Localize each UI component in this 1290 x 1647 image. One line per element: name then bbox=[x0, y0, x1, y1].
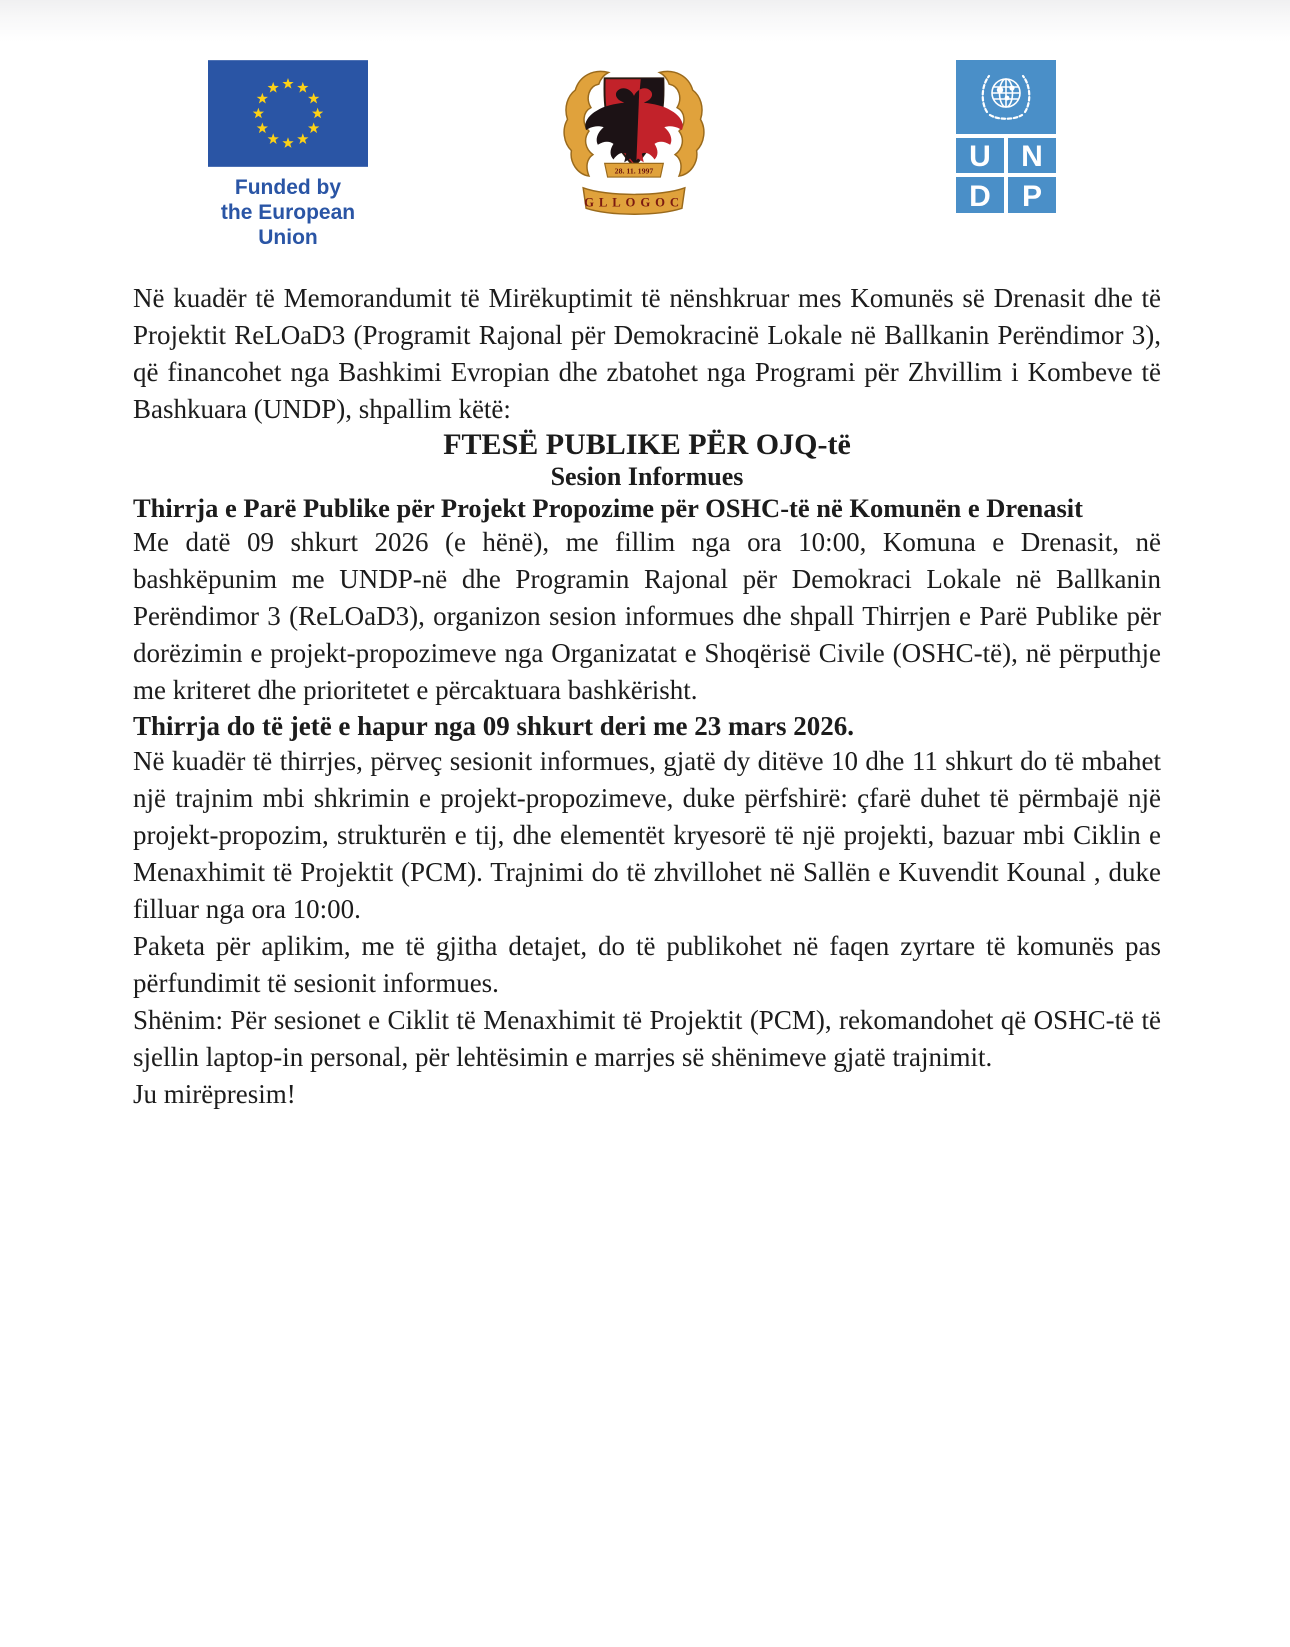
note-paragraph: Shënim: Për sesionet e Ciklit të Menaxhimit të Projektit (PCM), rekomandohet që OSHC-të të sjellin laptop-in personal, për lehtësimin e marrjes së shënimeve gjatë trajnimit. bbox=[133, 1005, 1161, 1072]
session-paragraph: Me datë 09 shkurt 2026 (e hënë), me fillim nga ora 10:00, Komuna e Drenasit, në bashkëpunim me UNDP-në dhe Programin Rajonal për Demokraci Lokale në Ballkanin Perëndimor 3 (ReLOaD3), organizon sesion informues dhe shpall Thirrjen e Parë Publike për dorëzimin e projekt-propozimeve nga Organizatat e Shoqërisë Civile (OSHC-të), në përputhje me kriteret dhe prioritetet e përcaktuara bashkërisht. bbox=[133, 527, 1161, 705]
eu-funded-logo bbox=[190, 60, 386, 250]
open-period-line: Thirrja do të jetë e hapur nga 09 shkurt deri me 23 mars 2026. bbox=[133, 711, 854, 741]
page-title: FTESË PUBLIKE PËR OJQ-të bbox=[443, 428, 851, 461]
undp-letter-p: P bbox=[1021, 180, 1043, 213]
page-subtitle: Sesion Informues bbox=[550, 462, 744, 491]
gllogoc-emblem-icon bbox=[546, 52, 722, 220]
undp-letter-u: U bbox=[969, 140, 991, 173]
document-body bbox=[133, 280, 1161, 1113]
undp-logo-icon bbox=[956, 60, 1056, 213]
eu-caption bbox=[190, 175, 386, 250]
intro-paragraph: Në kuadër të Memorandumit të Mirëkuptimit të nënshkruar mes Komunës së Drenasit dhe të Projektit ReLOaD3 (Programit Rajonal për Demokracinë Lokale në Ballkanin Perëndimor 3), që financohet nga Bashkimi Evropian dhe zbatohet nga Programi për Zhvillim i Kombeve të Bashkuara (UNDP), shpallim këtë: bbox=[133, 283, 1161, 424]
page-top-shadow bbox=[0, 0, 1290, 42]
gllogoc-coat-of-arms bbox=[546, 52, 722, 220]
eu-caption-line2: the European Union bbox=[220, 201, 356, 249]
undp-letter-n: N bbox=[1021, 140, 1043, 173]
emblem-date: 28. 11. 1997 bbox=[614, 166, 654, 176]
package-paragraph: Paketa për aplikim, me të gjitha detajet, do të publikohet në faqen zyrtare të komunës pas përfundimit të sesionit informues. bbox=[133, 931, 1161, 998]
eu-flag-icon bbox=[208, 60, 368, 167]
undp-letter-d: D bbox=[969, 180, 991, 213]
call-heading: Thirrja e Parë Publike për Projekt Propozime për OSHC-të në Komunën e Drenasit bbox=[133, 493, 1083, 523]
closing-line: Ju mirëpresim! bbox=[133, 1079, 296, 1109]
eu-caption-line1: Funded by bbox=[234, 176, 342, 199]
training-paragraph: Në kuadër të thirrjes, përveç sesionit informues, gjatë dy ditëve 10 dhe 11 shkurt do të mbahet një trajnim mbi shkrimin e projekt-propozimeve, duke përfshirë: çfarë duhet të përmbajë një projekt-propozim, strukturën e tij, dhe elementët kryesorë të një projekti, bazuar mbi Ciklin e Menaxhimit të Projektit (PCM). Trajnimi do të zhvillohet në Sallën e Kuvendit Kounal , duke filluar nga ora 10:00. bbox=[133, 746, 1161, 924]
undp-logo bbox=[956, 60, 1056, 213]
emblem-name: GLLOGOC bbox=[584, 195, 684, 210]
